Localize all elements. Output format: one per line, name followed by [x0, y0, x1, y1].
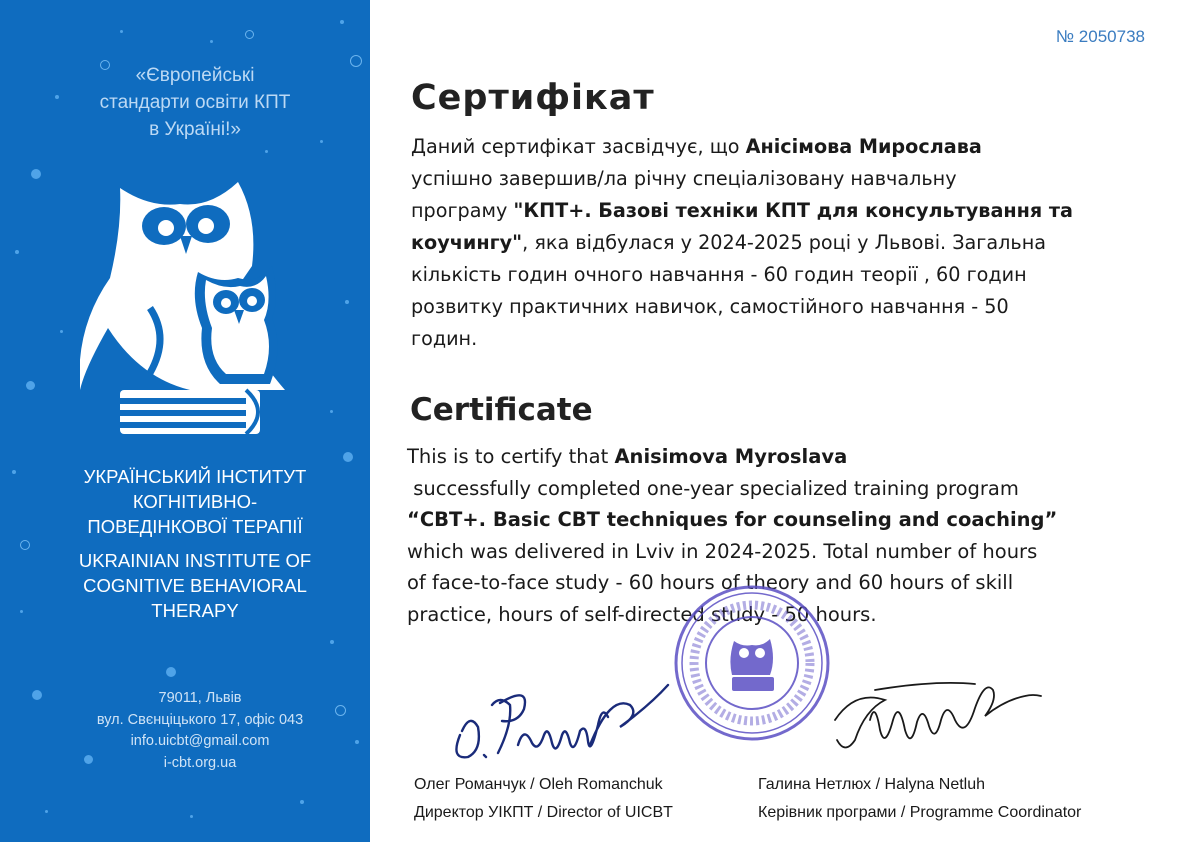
en-line: which was delivered in Lviv in 2024-2025. Total number of hours: [407, 539, 1038, 563]
institute-ua-line: КОГНІТИВНО-: [132, 491, 258, 512]
institute-name-en: [30, 548, 360, 623]
signatory-role: Керівник програми / Programme Coordinator: [758, 804, 1082, 821]
contact-address-street: вул. Свєнціцького 17, офіс 043: [96, 711, 304, 728]
director-signature: [440, 665, 670, 775]
coordinator-signature: [815, 660, 1045, 770]
certificate-text-ua: [411, 131, 1151, 355]
signatory-role: Директор УІКПТ / Director of UICBT: [414, 804, 673, 821]
ua-program-name-end: коучингу": [411, 231, 523, 254]
institute-en-line: UKRAINIAN INSTITUTE OF: [78, 550, 312, 571]
institute-ua-line: УКРАЇНСЬКИЙ ІНСТИТУТ: [83, 466, 307, 487]
sidebar: [0, 0, 370, 842]
contact-info: [55, 688, 345, 774]
institute-en-line: THERAPY: [151, 600, 239, 621]
en-recipient-name: Anisimova Myroslava: [614, 445, 848, 468]
tagline-line: в Україні!»: [149, 119, 241, 140]
institute-en-line: COGNITIVE BEHAVIORAL: [83, 575, 307, 596]
ua-line: розвитку практичних навичок, самостійного навчання - 50: [411, 295, 1009, 318]
en-line: of face-to-face study - 60 hours of theory and 60 hours of skill: [407, 571, 1014, 594]
ua-intro: Даний сертифікат засвідчує, що: [411, 135, 746, 158]
contact-email[interactable]: info.uicbt@gmail.com: [130, 733, 270, 749]
tagline-line: «Європейські: [135, 65, 255, 86]
en-intro: This is to certify that: [407, 445, 615, 468]
signature-block-director: [414, 771, 673, 827]
signature-block-coordinator: [758, 771, 1081, 827]
ua-program-name: "КПТ+. Базові техніки КПТ для консультування та: [513, 199, 1073, 222]
en-line: practice, hours of self-directed study - 50 hours.: [407, 602, 877, 626]
owl-logo-icon: [80, 168, 300, 438]
official-stamp: [672, 583, 832, 743]
tagline: [40, 62, 350, 143]
ua-program-prefix: програму: [411, 199, 514, 222]
certificate-number: № 2050738: [1055, 27, 1145, 46]
title-ua: Сертифікат: [411, 78, 655, 118]
en-program-name: “CBT+. Basic CBT techniques for counseling and coaching”: [407, 508, 1058, 531]
signatory-name: Олег Романчук / Oleh Romanchuk: [414, 776, 663, 793]
ua-recipient-name: Анісімова Мирослава: [745, 135, 982, 158]
ua-line: кількість годин очного навчання - 60 годин теорії , 60 годин: [411, 263, 1027, 286]
signatory-name: Галина Нетлюх / Halyna Netluh: [758, 776, 986, 793]
tagline-line: стандарти освіти КПТ: [99, 92, 291, 113]
contact-website[interactable]: i-cbt.org.ua: [163, 754, 237, 771]
ua-line: годин.: [411, 327, 478, 350]
institute-ua-line: ПОВЕДІНКОВОЇ ТЕРАПІЇ: [87, 516, 303, 537]
title-en: Certificate: [410, 392, 593, 428]
ua-line: , яка відбулася у 2024-2025 році у Львові. Загальна: [522, 231, 1047, 254]
institute-name-ua: [30, 464, 360, 539]
en-line: successfully completed one-year specialized training program: [407, 476, 1019, 500]
contact-address-city: 79011, Львів: [158, 690, 242, 706]
ua-line: успішно завершив/ла річну спеціалізовану навчальну: [411, 167, 957, 190]
